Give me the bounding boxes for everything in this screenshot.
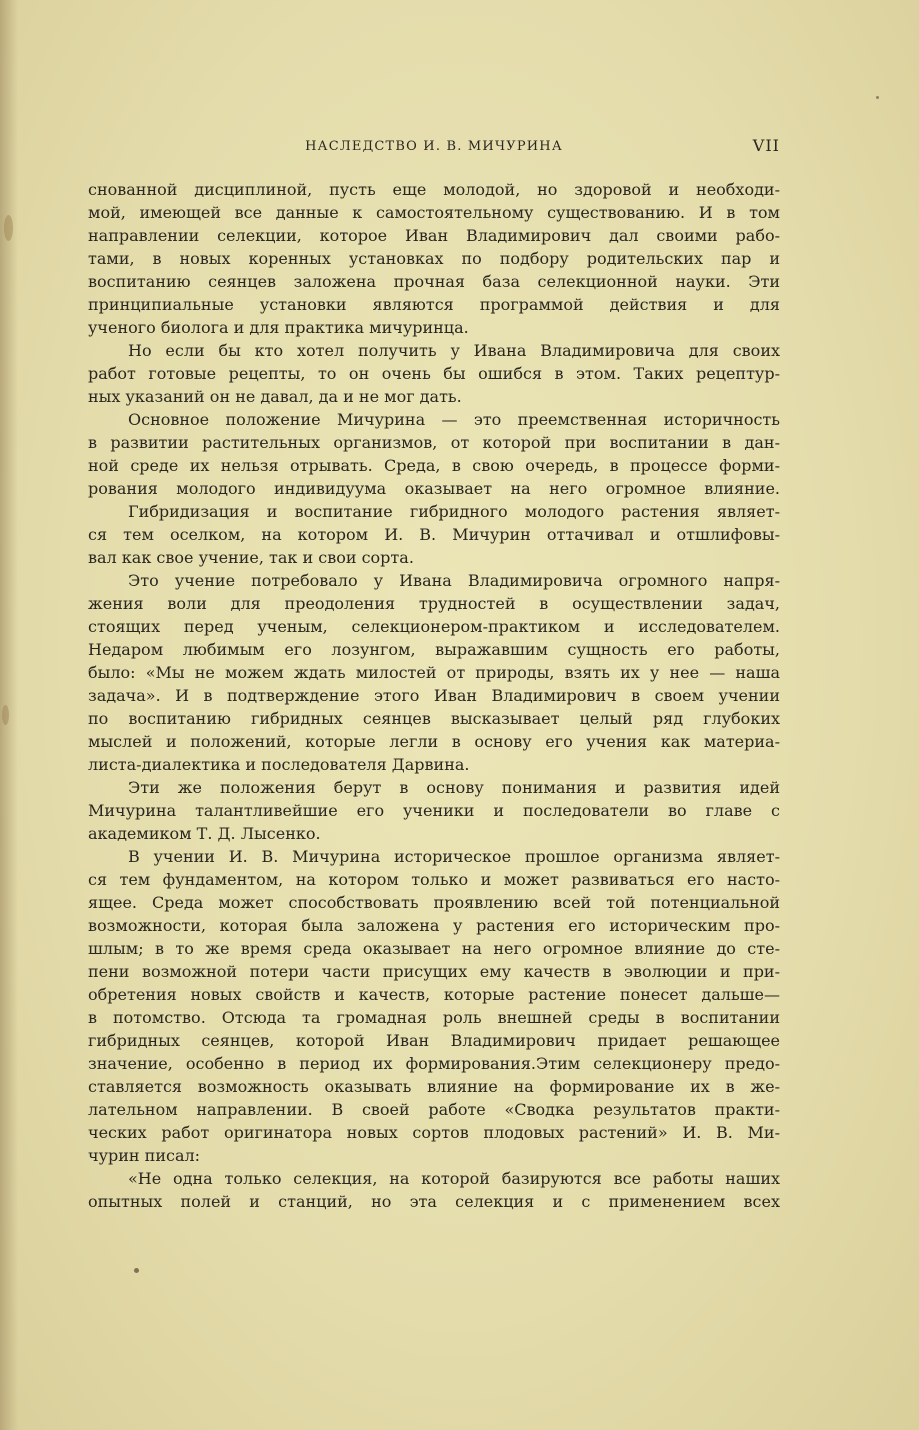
text-line: обретения новых свойств и качеств, которые растение понесет дальше— bbox=[88, 985, 780, 1004]
text-line: мыслей и положений, которые легли в основу его учения как материа- bbox=[88, 732, 780, 751]
text-line: ставляется возможность оказывать влияние на формирование их в же- bbox=[88, 1077, 780, 1096]
text-line: рования молодого индивидуума оказывает на него огромное влияние. bbox=[88, 479, 780, 498]
text-line: гибридных сеянцев, которой Иван Владимирович придает решающее bbox=[88, 1031, 780, 1050]
text-line: Основное положение Мичурина — это преемственная историчность bbox=[128, 410, 780, 429]
paper-stain bbox=[4, 215, 13, 241]
text-line: ных указаний он не давал, да и не мог дать. bbox=[88, 387, 462, 406]
text-line: Эти же положения берут в основу понимания и развития идей bbox=[128, 778, 780, 797]
page-header bbox=[88, 136, 780, 158]
page-number: VII bbox=[752, 136, 780, 155]
text-line: опытных полей и станций, но эта селекция и с применением всех bbox=[88, 1192, 780, 1211]
text-line: в потомство. Отсюда та громадная роль внешней среды в воспитании bbox=[88, 1008, 780, 1027]
text-line: вал как свое учение, так и свои сорта. bbox=[88, 548, 414, 567]
text-line: Мичурина талантливейшие его ученики и последователи во главе с bbox=[88, 801, 780, 820]
text-line: чурин писал: bbox=[88, 1146, 201, 1165]
text-line: листа-диалектика и последователя Дарвина. bbox=[88, 755, 470, 774]
text-line: «Не одна только селекция, на которой базируются все работы наших bbox=[128, 1169, 780, 1188]
text-line: ной среде их нельзя отрывать. Среда, в свою очередь, в процессе форми- bbox=[88, 456, 780, 475]
text-line: мой, имеющей все данные к самостоятельному существованию. И в том bbox=[88, 203, 780, 222]
paper-speck bbox=[134, 1268, 139, 1273]
text-line: принципиальные установки являются программой действия и для bbox=[88, 295, 780, 314]
running-head: НАСЛЕДСТВО И. В. МИЧУРИНА bbox=[305, 139, 563, 154]
text-line: направлении селекции, которое Иван Владимирович дал своими рабо- bbox=[88, 226, 780, 245]
text-line: В учении И. В. Мичурина историческое прошлое организма являет- bbox=[128, 847, 780, 866]
text-line: значение, особенно в период их формирования.Этим селекционеру предо- bbox=[88, 1054, 780, 1073]
text-line: возможности, которая была заложена у растения его историческим про- bbox=[88, 916, 780, 935]
body-text bbox=[88, 178, 780, 1213]
text-line: жения воли для преодоления трудностей в осуществлении задач, bbox=[88, 594, 780, 613]
text-line: снованной дисциплиной, пусть еще молодой, но здоровой и необходи- bbox=[88, 180, 780, 199]
text-line: ящее. Среда может способствовать проявлению всей той потенциальной bbox=[88, 893, 780, 912]
text-line: лательном направлении. В своей работе «Сводка результатов практи- bbox=[88, 1100, 780, 1119]
text-line: было: «Мы не можем ждать милостей от природы, взять их у нее — наша bbox=[88, 663, 780, 682]
text-line: ся тем фундаментом, на котором только и может развиваться его насто- bbox=[88, 870, 780, 889]
text-line: Но если бы кто хотел получить у Ивана Владимировича для своих bbox=[128, 341, 780, 360]
text-line: воспитанию сеянцев заложена прочная база селекционной науки. Эти bbox=[88, 272, 780, 291]
text-line: работ готовые рецепты, то он очень бы ошибся в этом. Таких рецептур- bbox=[88, 364, 780, 383]
paper-stain bbox=[2, 705, 9, 725]
text-line: пени возможной потери части присущих ему качеств в эволюции и при- bbox=[88, 962, 780, 981]
text-line: в развитии растительных организмов, от которой при воспитании в дан- bbox=[88, 433, 780, 452]
text-line: ся тем оселком, на котором И. В. Мичурин оттачивал и отшлифовы- bbox=[88, 525, 780, 544]
text-line: Гибридизация и воспитание гибридного молодого растения являет- bbox=[128, 502, 780, 521]
text-line: Это учение потребовало у Ивана Владимировича огромного напря- bbox=[128, 571, 780, 590]
text-line: стоящих перед ученым, селекционером-практиком и исследователем. bbox=[88, 617, 780, 636]
text-line: тами, в новых коренных установках по подбору родительских пар и bbox=[88, 249, 780, 268]
paper-speck bbox=[876, 96, 879, 99]
text-line: ученого биолога и для практика мичуринца. bbox=[88, 318, 469, 337]
text-line: шлым; в то же время среда оказывает на него огромное влияние до сте- bbox=[88, 939, 780, 958]
text-line: академиком Т. Д. Лысенко. bbox=[88, 824, 321, 843]
text-line: по воспитанию гибридных сеянцев высказывает целый ряд глубоких bbox=[88, 709, 780, 728]
text-line: задача». И в подтверждение этого Иван Владимирович в своем учении bbox=[88, 686, 780, 705]
text-line: ческих работ оригинатора новых сортов плодовых растений» И. В. Ми- bbox=[88, 1123, 780, 1142]
text-line: Недаром любимым его лозунгом, выражавшим сущность его работы, bbox=[88, 640, 780, 659]
